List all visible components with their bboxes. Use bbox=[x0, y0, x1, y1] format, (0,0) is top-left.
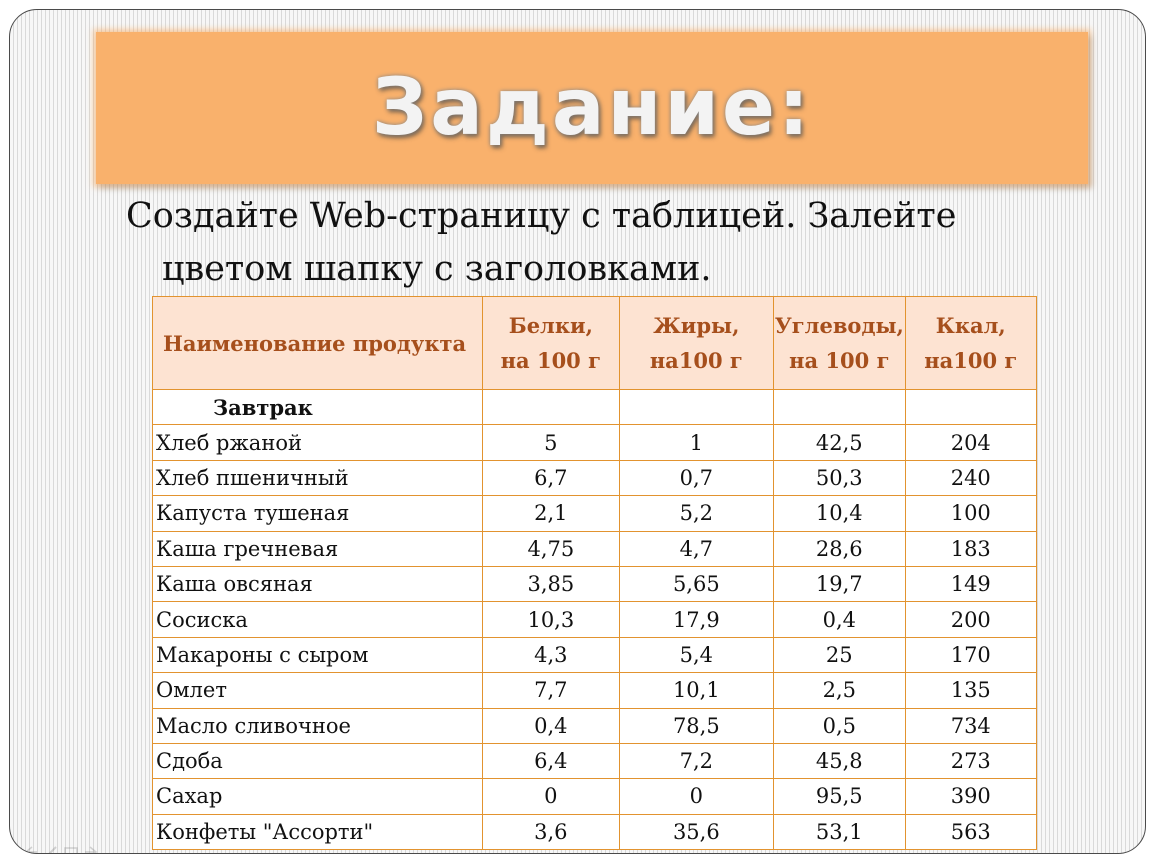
cell-product-name: Сосиска bbox=[153, 602, 483, 637]
cell-protein: 2,1 bbox=[483, 496, 619, 531]
cell-kcal: 204 bbox=[905, 425, 1036, 460]
cell-kcal: 240 bbox=[905, 460, 1036, 495]
cell-fat: 0 bbox=[619, 779, 774, 814]
table-header-row bbox=[153, 297, 1037, 390]
table-row bbox=[153, 743, 1037, 778]
table-row bbox=[153, 708, 1037, 743]
cell-carbs: 45,8 bbox=[774, 743, 905, 778]
table-row bbox=[153, 779, 1037, 814]
table-row bbox=[153, 566, 1037, 601]
cell-kcal: 273 bbox=[905, 743, 1036, 778]
header-fat-line2: на100 г bbox=[649, 348, 743, 373]
cell-protein: 10,3 bbox=[483, 602, 619, 637]
cell-product-name: Каша овсяная bbox=[153, 566, 483, 601]
arrow-right-icon[interactable] bbox=[84, 843, 98, 854]
header-carbs-line1: Углеводы, bbox=[774, 313, 904, 338]
cell-kcal: 200 bbox=[905, 602, 1036, 637]
table-row bbox=[153, 673, 1037, 708]
header-kcal-line2: на100 г bbox=[924, 348, 1018, 373]
slides-icon[interactable] bbox=[64, 843, 78, 854]
cell-kcal: 100 bbox=[905, 496, 1036, 531]
cell-product-name: Сахар bbox=[153, 779, 483, 814]
cell-kcal: 170 bbox=[905, 637, 1036, 672]
table-cell bbox=[483, 390, 619, 425]
header-kcal bbox=[905, 297, 1036, 390]
cell-kcal: 563 bbox=[905, 814, 1036, 849]
cell-product-name: Омлет bbox=[153, 673, 483, 708]
header-protein-line2: на 100 г bbox=[500, 348, 601, 373]
cell-kcal: 183 bbox=[905, 531, 1036, 566]
cell-fat: 78,5 bbox=[619, 708, 774, 743]
title-banner bbox=[96, 32, 1088, 184]
cell-carbs: 95,5 bbox=[774, 779, 905, 814]
header-carbs bbox=[774, 297, 905, 390]
table-row bbox=[153, 425, 1037, 460]
cell-protein: 5 bbox=[483, 425, 619, 460]
cell-carbs: 2,5 bbox=[774, 673, 905, 708]
cell-fat: 35,6 bbox=[619, 814, 774, 849]
cell-kcal: 149 bbox=[905, 566, 1036, 601]
cell-fat: 5,4 bbox=[619, 637, 774, 672]
table-row bbox=[153, 496, 1037, 531]
cell-carbs: 53,1 bbox=[774, 814, 905, 849]
table-row bbox=[153, 602, 1037, 637]
arrow-left-icon[interactable] bbox=[24, 843, 38, 854]
section-row bbox=[153, 390, 1037, 425]
cell-carbs: 10,4 bbox=[774, 496, 905, 531]
nutrition-table bbox=[152, 296, 1037, 850]
header-fat-line1: Жиры, bbox=[653, 313, 740, 338]
cell-fat: 7,2 bbox=[619, 743, 774, 778]
cell-carbs: 0,4 bbox=[774, 602, 905, 637]
cell-carbs: 19,7 bbox=[774, 566, 905, 601]
task-text bbox=[126, 190, 1026, 296]
cell-protein: 6,7 bbox=[483, 460, 619, 495]
table-row bbox=[153, 531, 1037, 566]
table-row bbox=[153, 814, 1037, 849]
pen-icon[interactable] bbox=[44, 843, 58, 854]
cell-product-name: Каша гречневая bbox=[153, 531, 483, 566]
table-row bbox=[153, 637, 1037, 672]
cell-carbs: 50,3 bbox=[774, 460, 905, 495]
cell-kcal: 135 bbox=[905, 673, 1036, 708]
table-cell bbox=[774, 390, 905, 425]
cell-protein: 7,7 bbox=[483, 673, 619, 708]
section-label: Завтрак bbox=[153, 390, 483, 425]
cell-product-name: Капуста тушеная bbox=[153, 496, 483, 531]
cell-fat: 0,7 bbox=[619, 460, 774, 495]
task-line-1: Создайте Web-страницу с таблицей. Залейте bbox=[126, 196, 957, 236]
header-fat bbox=[619, 297, 774, 390]
task-line-2: цветом шапку с заголовками. bbox=[162, 249, 712, 289]
cell-protein: 3,85 bbox=[483, 566, 619, 601]
cell-carbs: 0,5 bbox=[774, 708, 905, 743]
cell-kcal: 390 bbox=[905, 779, 1036, 814]
slide-nav bbox=[24, 843, 98, 854]
cell-protein: 0 bbox=[483, 779, 619, 814]
cell-product-name: Макароны с сыром bbox=[153, 637, 483, 672]
table-row bbox=[153, 460, 1037, 495]
cell-protein: 4,3 bbox=[483, 637, 619, 672]
cell-product-name: Хлеб ржаной bbox=[153, 425, 483, 460]
cell-product-name: Сдоба bbox=[153, 743, 483, 778]
cell-fat: 5,2 bbox=[619, 496, 774, 531]
cell-protein: 6,4 bbox=[483, 743, 619, 778]
cell-product-name: Масло сливочное bbox=[153, 708, 483, 743]
cell-protein: 3,6 bbox=[483, 814, 619, 849]
header-protein bbox=[483, 297, 619, 390]
cell-fat: 1 bbox=[619, 425, 774, 460]
cell-protein: 4,75 bbox=[483, 531, 619, 566]
cell-fat: 17,9 bbox=[619, 602, 774, 637]
header-product-name: Наименование продукта bbox=[153, 297, 483, 390]
header-kcal-line1: Ккал, bbox=[935, 313, 1006, 338]
slide-title: Задание: bbox=[371, 63, 813, 153]
table-cell bbox=[619, 390, 774, 425]
cell-kcal: 734 bbox=[905, 708, 1036, 743]
slide bbox=[9, 9, 1146, 854]
table-cell bbox=[905, 390, 1036, 425]
cell-carbs: 25 bbox=[774, 637, 905, 672]
cell-carbs: 28,6 bbox=[774, 531, 905, 566]
cell-protein: 0,4 bbox=[483, 708, 619, 743]
cell-fat: 10,1 bbox=[619, 673, 774, 708]
cell-fat: 5,65 bbox=[619, 566, 774, 601]
header-carbs-line2: на 100 г bbox=[789, 348, 890, 373]
cell-product-name: Конфеты "Ассорти" bbox=[153, 814, 483, 849]
cell-carbs: 42,5 bbox=[774, 425, 905, 460]
cell-product-name: Хлеб пшеничный bbox=[153, 460, 483, 495]
header-protein-line1: Белки, bbox=[508, 313, 593, 338]
cell-fat: 4,7 bbox=[619, 531, 774, 566]
